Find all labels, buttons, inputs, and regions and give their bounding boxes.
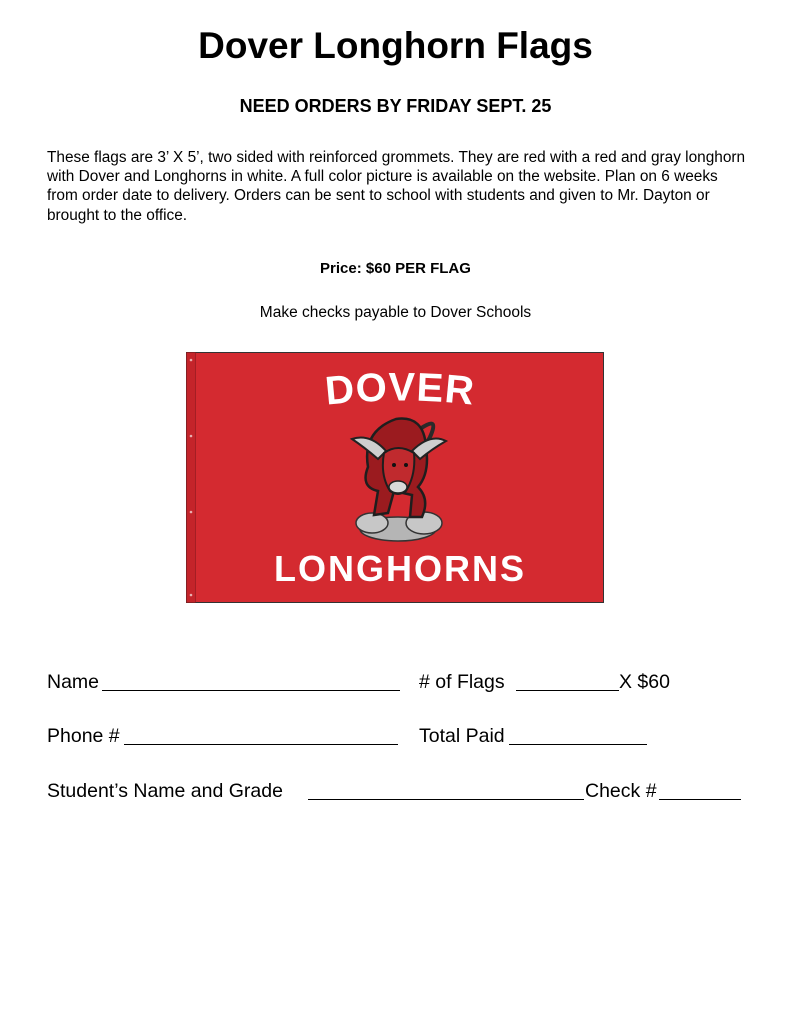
payable-note: Make checks payable to Dover Schools: [259, 304, 532, 321]
price-line: Price: $60 PER FLAG: [320, 260, 471, 277]
grommet: [190, 511, 193, 514]
check-number-label: Check #: [585, 780, 657, 802]
student-name-grade-label: Student’s Name and Grade: [47, 780, 283, 802]
flag-image: [186, 352, 604, 603]
total-paid-field[interactable]: [509, 744, 647, 745]
page-title: Dover Longhorn Flags: [198, 25, 593, 66]
order-deadline: NEED ORDERS BY FRIDAY SEPT. 25: [239, 96, 552, 116]
flag-bottom-text: LONGHORNS: [274, 548, 526, 589]
phone-field[interactable]: [124, 744, 398, 745]
phone-label: Phone #: [47, 725, 120, 747]
flags-price-label: X $60: [619, 671, 670, 693]
check-number-field[interactable]: [659, 799, 741, 800]
total-paid-label: Total Paid: [419, 725, 505, 747]
grommet: [190, 594, 193, 597]
flags-label: # of Flags: [419, 671, 505, 693]
flag-header-strip: [187, 353, 196, 603]
student-name-grade-field[interactable]: [308, 799, 584, 800]
flags-quantity-field[interactable]: [516, 690, 619, 691]
flag-description: These flags are 3’ X 5’, two sided with reinforced grommets. They are red with a red and gray longhorn with Dover and Longhorns in white. A full color picture is available on the website. Plan on 6 weeks from order date to delivery. Orders can be sent to school with students and given to Mr. Dayton or brought to the office.: [47, 149, 746, 224]
flag-top-text: DOVER: [323, 365, 477, 414]
grommet: [190, 435, 193, 438]
name-field[interactable]: [102, 690, 400, 691]
name-label: Name: [47, 671, 100, 693]
grommet: [190, 359, 193, 362]
